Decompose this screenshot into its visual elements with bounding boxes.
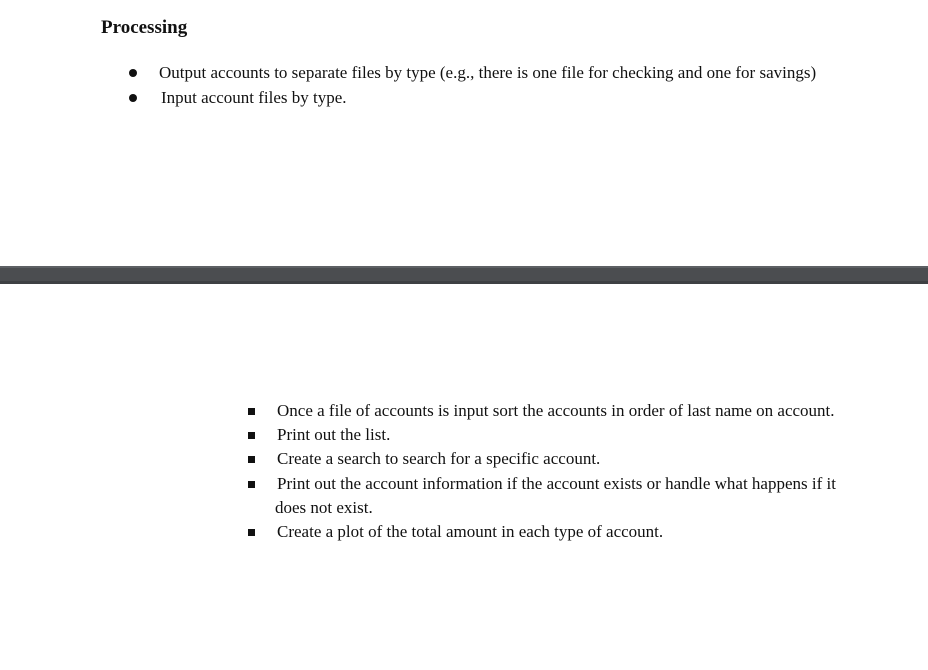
document-page-bottom [0,284,928,670]
list-item [0,472,928,520]
page-break-divider [0,266,928,284]
list-item [0,447,928,471]
bullet-square-icon [248,481,255,488]
bullet-square-icon [248,456,255,463]
list-item [0,399,928,423]
bullet-dot-icon [129,69,137,77]
list-item-text: Print out the list. [277,425,391,445]
list-item-text: Create a search to search for a specific account. [277,449,601,469]
list-item-text: Once a file of accounts is input sort the accounts in order of last name on account. [277,401,835,420]
subtask-square-list [0,399,928,544]
bullet-square-icon [248,432,255,439]
section-heading: Processing [101,17,188,38]
bullet-square-icon [248,408,255,415]
list-item-text: Print out the account information if the account exists or handle what happens if it does not exist. [275,473,836,517]
list-item-text: Input account files by type. [161,88,347,107]
list-item-text: Output accounts to separate files by type (e.g., there is one file for checking and one for savings) [159,63,817,82]
document-page-top [0,0,928,266]
bullet-square-icon [248,529,255,536]
list-item-text: Create a plot of the total amount in each type of account. [277,522,664,542]
list-item [0,520,928,544]
list-item [0,423,928,447]
bullet-dot-icon [129,94,137,102]
